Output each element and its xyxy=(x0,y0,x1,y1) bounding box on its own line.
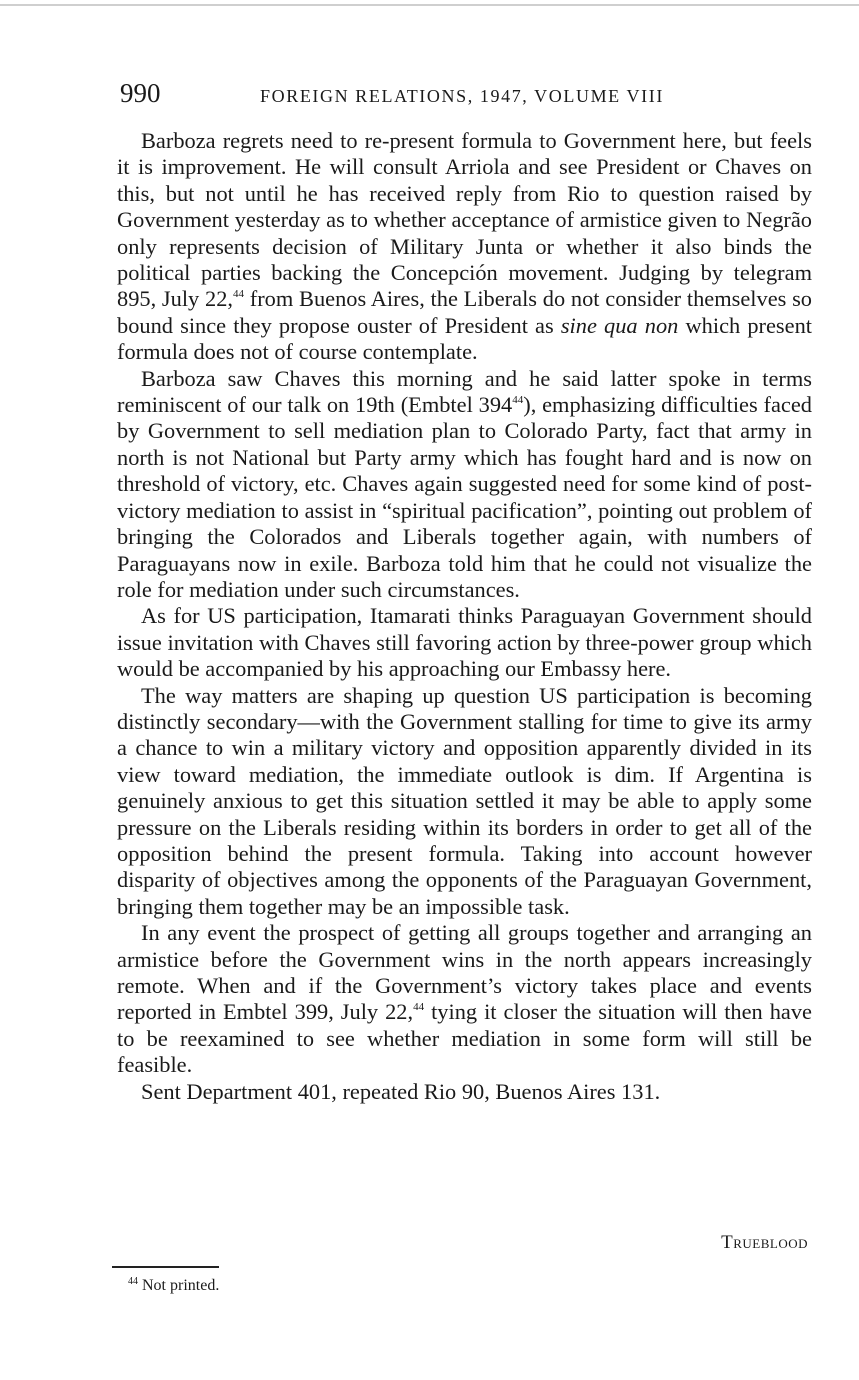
footnote-mark: 44 xyxy=(128,1276,138,1287)
paragraph-1-text-a: Barboza regrets need to re-present formula to Government here, but feels it is improvement. He will consult Arriola and see President or Chaves on this, but not until he has received reply from Rio to question raised by Government yesterday as to whether acceptance of armistice given to Negrão only represents decision of Military Junta or whether it also binds the political parties backing the Concepción movement. Judging by telegram 895, July 22, xyxy=(117,128,812,312)
paragraph-6: Sent Department 401, repeated Rio 90, Buenos Aires 131. xyxy=(141,1078,661,1104)
footnote-ref: 44 xyxy=(413,1001,425,1014)
paragraph-3: As for US participation, Itamarati thinks Paraguayan Government should issue invitation with Chaves still favoring action by three-power group which would be accompanied by his approaching our Embassy here. xyxy=(117,603,812,682)
top-edge-rule xyxy=(0,4,859,6)
running-head: FOREIGN RELATIONS, 1947, VOLUME VIII xyxy=(260,86,664,106)
footnote-ref: 44 xyxy=(512,394,524,407)
signature: Trueblood xyxy=(721,1232,808,1253)
page-header xyxy=(120,78,810,112)
paragraph-1-text-b: from Buenos Aires, the Liberals do not consider themselves so bound since they propose ouster of President as xyxy=(117,286,812,338)
footnote-separator xyxy=(112,1266,219,1268)
italic-phrase: sine qua non xyxy=(560,312,679,338)
paragraph-1 xyxy=(117,128,812,366)
paragraph-4: The way matters are shaping up question US participation is becoming distinctly secondary—with the Government stalling for time to give its army a chance to win a military victory and opposition apparently divided in its view toward mediation, the immediate outlook is dim. If Argentina is genuinely anxious to get this situation settled it may be able to apply some pressure on the Liberals residing within its borders in order to get all of the opposition behind the present formula. Taking into account however disparity of objectives among the opponents of the Paraguayan Government, bringing them together may be an impossible task. xyxy=(117,682,812,919)
footnote-ref: 44 xyxy=(233,288,244,301)
paragraph-1-text-c: which present formula does not of course contemplate. xyxy=(117,312,813,365)
footnote xyxy=(128,1276,219,1296)
paragraph-5-text-a: In any event the prospect of getting all groups together and arranging an armistice before the Government wins in the north appears increasingly remote. When and if the Government’s victory takes place and events reported in Embtel 399, July 22, xyxy=(117,920,812,1025)
paragraph-5-text-b: tying it closer the situation will then have to be reexamined to see whether mediation in some form will still be feasible. xyxy=(117,999,812,1078)
paragraph-2-text-a: Barboza saw Chaves this morning and he said latter spoke in terms reminiscent of our talk on 19th (Embtel 394 xyxy=(117,365,812,418)
paragraph-5 xyxy=(117,920,812,1078)
page-number: 990 xyxy=(120,78,161,108)
document-body xyxy=(117,128,812,1105)
paragraph-2-text-b: ), emphasizing difficulties faced by Government to sell mediation plan to Colorado Party, fact that army in north is not National but Party army which has fought hard and is now on threshold of victory, etc. Chaves again suggested need for some kind of post-victory mediation to assist in “spiritual pacification”, pointing out problem of bringing the Colorados and Liberals together again, with numbers of Paraguayans now in exile. Barboza told him that he could not visualize the role for mediation under such circumstances. xyxy=(117,392,812,602)
footnote-text: Not printed. xyxy=(138,1277,220,1294)
paragraph-2 xyxy=(117,366,812,604)
